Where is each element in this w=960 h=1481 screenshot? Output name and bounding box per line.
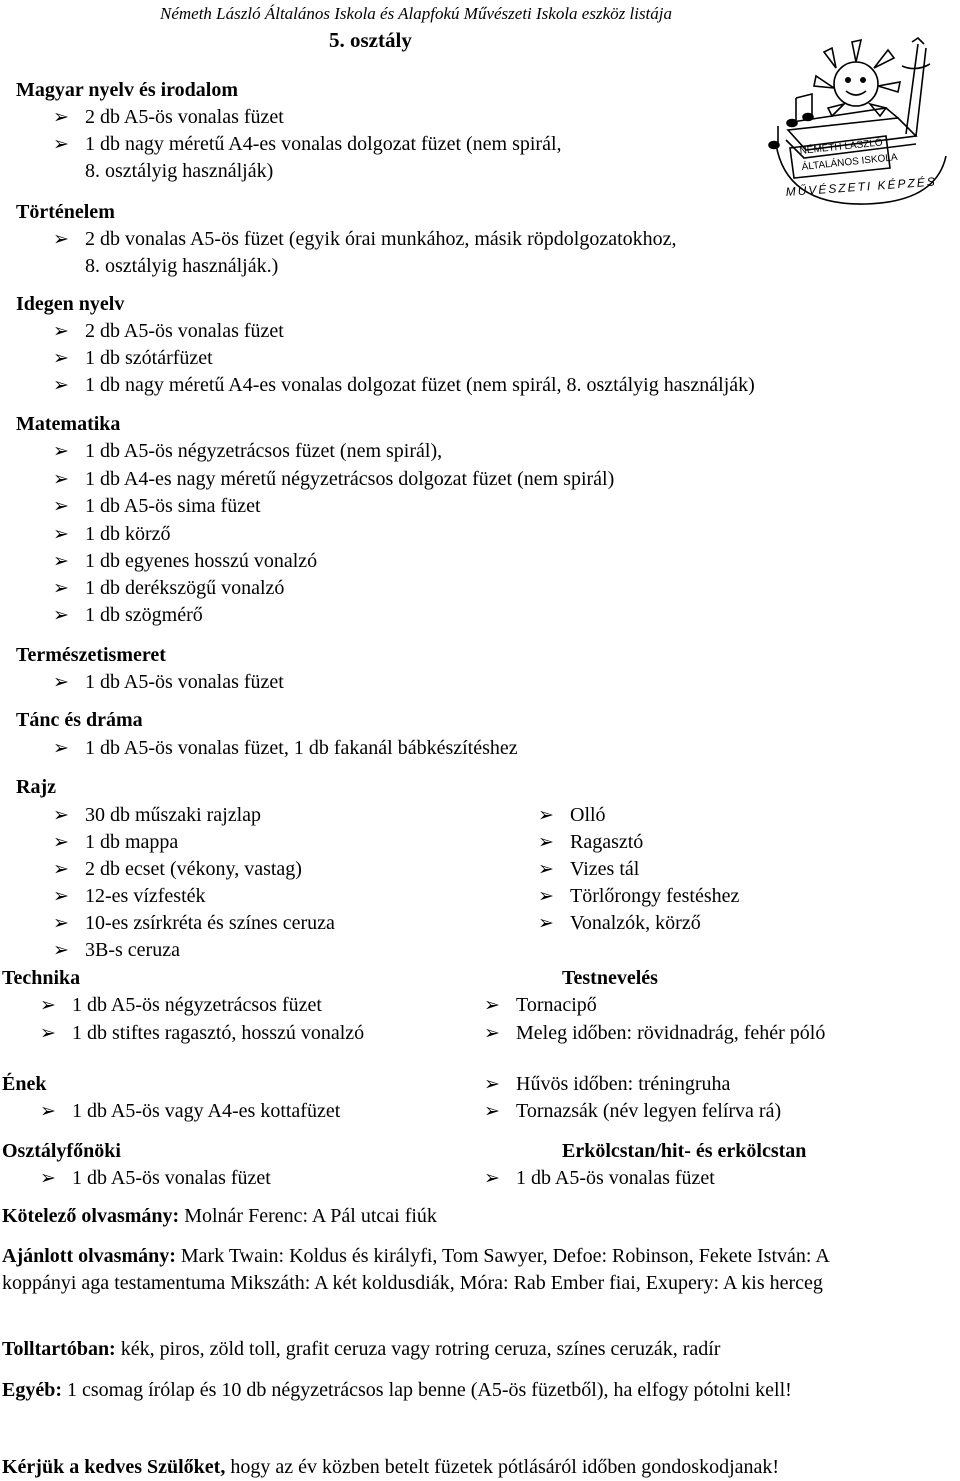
logo-line1: NÉMETH LÁSZLÓ (799, 137, 884, 157)
list-item: ➢ 2 db ecset (vékony, vastag) (85, 856, 302, 883)
school-logo (766, 36, 951, 208)
list-item: ➢ 1 db szótárfüzet (85, 345, 213, 372)
list-item: ➢ Ragasztó (570, 829, 643, 856)
list-item: ➢ 1 db mappa (85, 829, 178, 856)
subject-title-enek: Ének (2, 1073, 47, 1095)
list-item: ➢ Meleg időben: rövidnadrág, fehér póló (516, 1020, 825, 1047)
list-item: ➢ 2 db A5-ös vonalas füzet (85, 104, 284, 131)
recommended-reading-label: Ajánlott olvasmány: (2, 1245, 176, 1267)
parent-request-text: hogy az év közben betelt füzetek pótlásáról időben gondoskodjanak! (225, 1456, 780, 1478)
other-text: 1 csomag írólap és 10 db négyzetrácsos lap benne (A5-ös füzetből), ha elfogy pótolni kell! (62, 1379, 792, 1401)
list-item: ➢ 1 db egyenes hosszú vonalzó (85, 548, 317, 575)
logo-line2: ÁLTALÁNOS ISKOLA (801, 151, 899, 173)
list-item: ➢ Törlőrongy festéshez (570, 883, 739, 910)
subject-title-tortenelem: Történelem (16, 201, 115, 223)
list-item: ➢ Tornazsák (név legyen felírva rá) (516, 1098, 781, 1125)
subject-title-idegen: Idegen nyelv (16, 293, 125, 315)
other-label: Egyéb: (2, 1379, 62, 1401)
pencil-case-text: kék, piros, zöld toll, grafit ceruza vagy rotring ceruza, színes ceruzák, radír (115, 1338, 721, 1360)
list-item: ➢ 30 db műszaki rajzlap (85, 802, 261, 829)
subject-title-termeszet: Természetismeret (16, 644, 166, 666)
other-note (2, 1377, 792, 1404)
school-header: Németh László Általános Iskola és Alapfokú Művészeti Iskola eszköz listája (160, 4, 673, 23)
parent-request (2, 1454, 779, 1481)
list-item: ➢ 1 db körző (85, 521, 171, 548)
list-item: ➢ 1 db A5-ös vonalas füzet (72, 1165, 271, 1192)
subject-title-osztalyfonoki: Osztályfőnöki (2, 1140, 121, 1162)
required-reading (2, 1203, 437, 1230)
list-item: ➢ 1 db nagy méretű A4-es vonalas dolgozat füzet (nem spirál, (85, 131, 562, 158)
list-item: ➢ 1 db szögmérő (85, 602, 203, 629)
page-title: 5. osztály (329, 28, 412, 52)
subject-title-magyar: Magyar nyelv és irodalom (16, 79, 239, 101)
list-item: ➢ Tornacipő (516, 992, 597, 1019)
subject-title-tanc: Tánc és dráma (16, 709, 143, 731)
list-item: ➢ Vizes tál (570, 856, 639, 883)
subject-title-matek: Matematika (16, 413, 121, 435)
list-item: ➢ 12-es vízfesték (85, 883, 206, 910)
list-item: ➢ 1 db A5-ös négyzetrácsos füzet (72, 992, 322, 1019)
list-item: ➢ 1 db A5-ös vagy A4-es kottafüzet (72, 1098, 340, 1125)
pencil-case-label: Tolltartóban: (2, 1338, 116, 1360)
recommended-reading-text: Mark Twain: Koldus és királyfi, Tom Sawyer, Defoe: Robinson, Fekete István: A koppányi aga testamentuma Mikszáth: A két koldusdiák, Móra: Rab Ember fiai, Exupery: A kis herceg (2, 1245, 829, 1294)
list-item: ➢ 2 db vonalas A5-ös füzet (egyik órai munkához, másik röpdolgozatokhoz, (85, 226, 677, 253)
list-item: ➢ Hűvös időben: tréningruha (516, 1071, 730, 1098)
list-item: ➢ 2 db A5-ös vonalas füzet (85, 318, 284, 345)
subject-title-rajz: Rajz (16, 776, 56, 798)
list-item: ➢ 1 db A5-ös vonalas füzet (85, 669, 284, 696)
list-item-continuation: 8. osztályig használják.) (85, 255, 279, 277)
logo-arc: MŰVÉSZETI KÉPZÉS (785, 174, 938, 199)
list-item: ➢ Vonalzók, körző (570, 910, 701, 937)
list-item: ➢ Olló (570, 802, 606, 829)
list-item: ➢ 10-es zsírkréta és színes ceruza (85, 910, 335, 937)
subject-title-testneveles: Testnevelés (562, 967, 658, 989)
list-item: ➢ 1 db derékszögű vonalzó (85, 575, 284, 602)
required-reading-label: Kötelező olvasmány: (2, 1205, 180, 1227)
list-item: ➢ 3B-s ceruza (85, 937, 180, 964)
pencil-case-note (2, 1336, 720, 1363)
list-item-continuation: 8. osztályig használják) (85, 160, 274, 182)
list-item: ➢ 1 db A5-ös négyzetrácsos füzet (nem spirál), (85, 438, 442, 465)
list-item: ➢ 1 db A4-es nagy méretű négyzetrácsos dolgozat füzet (nem spirál) (85, 466, 614, 493)
recommended-reading (2, 1243, 902, 1297)
list-item: ➢ 1 db A5-ös vonalas füzet (516, 1165, 715, 1192)
list-item: ➢ 1 db A5-ös sima füzet (85, 493, 261, 520)
required-reading-text: Molnár Ferenc: A Pál utcai fiúk (179, 1205, 437, 1227)
list-item: ➢ 1 db A5-ös vonalas füzet, 1 db fakanál bábkészítéshez (85, 735, 518, 762)
subject-title-technika: Technika (2, 967, 81, 989)
list-item: ➢ 1 db nagy méretű A4-es vonalas dolgozat füzet (nem spirál, 8. osztályig használják) (85, 372, 755, 399)
subject-title-erkolcstan: Erkölcstan/hit- és erkölcstan (562, 1140, 807, 1162)
list-item: ➢ 1 db stiftes ragasztó, hosszú vonalzó (72, 1020, 364, 1047)
parent-request-label: Kérjük a kedves Szülőket, (2, 1456, 226, 1478)
